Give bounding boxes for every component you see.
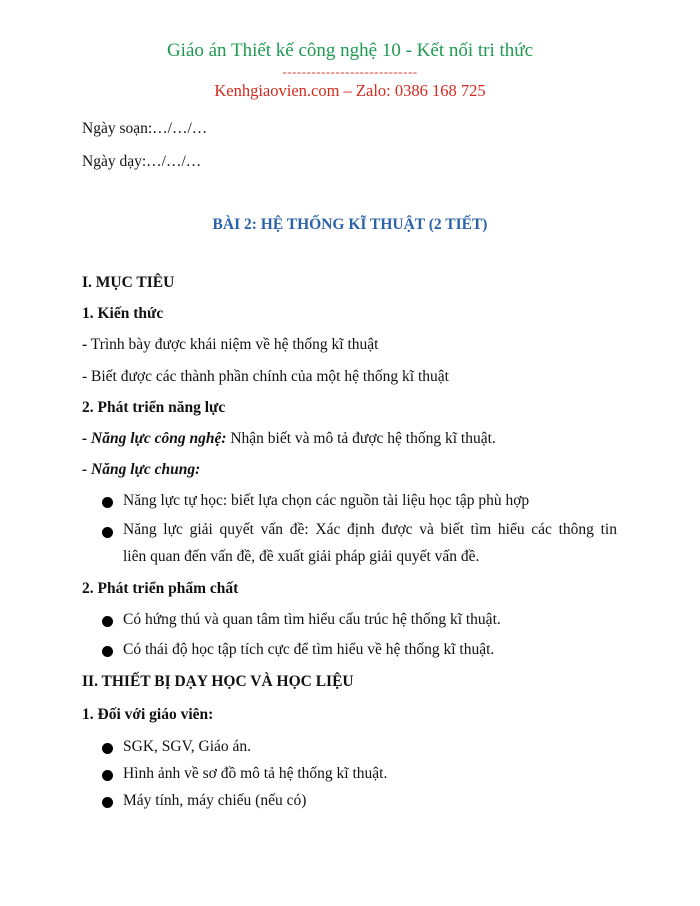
lesson-title: BÀI 2: HỆ THỐNG KĨ THUẬT (2 TIẾT) bbox=[212, 216, 488, 233]
header-contact: Kenhgiaovien.com – Zalo: 0386 168 725 bbox=[214, 81, 486, 100]
teacher-bullet: Hình ảnh về sơ đồ mô tả hệ thống kĩ thuật. bbox=[123, 765, 388, 782]
quality-bullet: Có thái độ học tập tích cực để tìm hiểu về hệ thống kĩ thuật. bbox=[123, 641, 495, 658]
competence-bullet: Năng lực tự học: biết lựa chọn các nguồn tài liệu học tập phù hợp bbox=[123, 492, 530, 509]
tech-competence bbox=[82, 430, 496, 448]
tech-competence-label: - Năng lực công nghệ: bbox=[82, 430, 227, 447]
date-teach: Ngày dạy:…/…/… bbox=[82, 153, 202, 170]
date-prepare: Ngày soạn:…/…/… bbox=[82, 120, 208, 137]
competence-bullet: Năng lực giải quyết vấn đề: Xác định được và biết tìm hiểu các thông tin bbox=[123, 521, 617, 538]
bullet-icon bbox=[102, 646, 113, 657]
bullet-icon bbox=[102, 770, 113, 781]
general-competence-label: - Năng lực chung: bbox=[82, 461, 201, 478]
bullet-icon bbox=[102, 497, 113, 508]
section-2-heading: II. THIẾT BỊ DẠY HỌC VÀ HỌC LIỆU bbox=[82, 673, 354, 690]
header-rule: ---------------------------- bbox=[282, 64, 418, 79]
header-title: Giáo án Thiết kế công nghệ 10 - Kết nối tri thức bbox=[166, 40, 534, 61]
qualities-heading: 2. Phát triển phẩm chất bbox=[82, 580, 239, 597]
bullet-icon bbox=[102, 616, 113, 627]
bullet-icon bbox=[102, 797, 113, 808]
knowledge-heading: 1. Kiến thức bbox=[82, 305, 164, 322]
tech-competence-text: Nhận biết và mô tả được hệ thống kĩ thuật. bbox=[226, 430, 496, 447]
knowledge-item-dash: - bbox=[82, 336, 88, 353]
section-1-heading: I. MỤC TIÊU bbox=[82, 274, 175, 291]
knowledge-item-text: Trình bày được khái niệm về hệ thống kĩ thuật bbox=[87, 336, 379, 353]
knowledge-item bbox=[82, 336, 378, 354]
quality-bullet: Có hứng thú và quan tâm tìm hiểu cấu trúc hệ thống kĩ thuật. bbox=[123, 611, 501, 628]
knowledge-item: - Biết được các thành phần chính của một hệ thống kĩ thuật bbox=[82, 368, 449, 385]
competence-bullet-continuation: liên quan đến vấn đề, đề xuất giải pháp giải quyết vấn đề. bbox=[123, 548, 480, 565]
teacher-bullet: Máy tính, máy chiếu (nếu có) bbox=[123, 792, 307, 809]
bullet-icon bbox=[102, 527, 113, 538]
teacher-heading: 1. Đối với giáo viên: bbox=[82, 706, 214, 723]
teacher-bullet: SGK, SGV, Giáo án. bbox=[123, 738, 252, 755]
bullet-icon bbox=[102, 743, 113, 754]
competence-heading: 2. Phát triển năng lực bbox=[82, 399, 226, 416]
